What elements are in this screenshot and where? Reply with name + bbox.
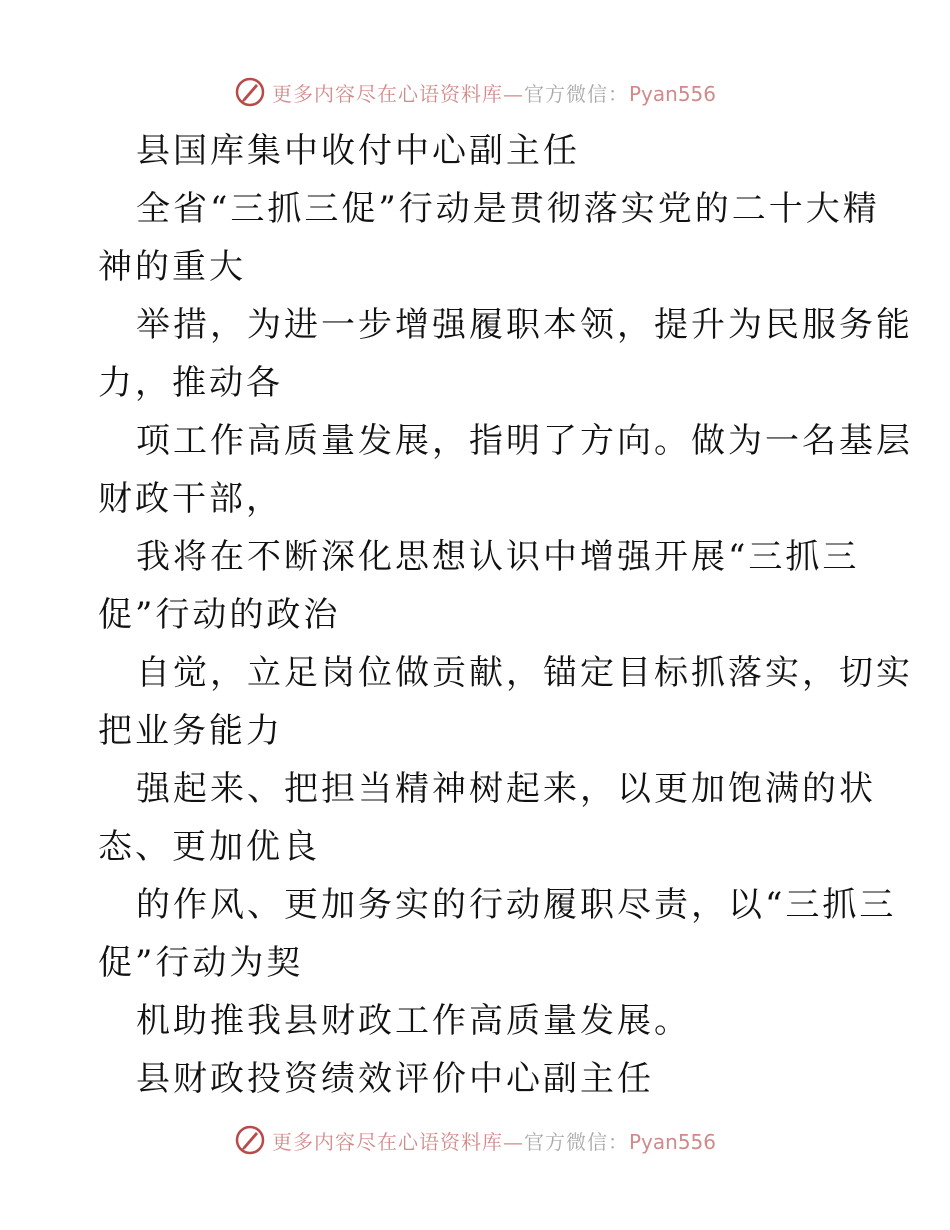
watermark-id: Pyan556	[628, 81, 716, 106]
footer-watermark	[0, 1120, 950, 1160]
document-body	[98, 122, 913, 1108]
watermark-main: 更多内容尽在心语资料库	[271, 81, 503, 106]
body-line: 力，推动各	[98, 363, 283, 403]
watermark-text	[272, 1126, 716, 1155]
watermark-id: Pyan556	[628, 1129, 716, 1154]
watermark-text	[272, 78, 716, 107]
watermark-dash: —	[502, 1129, 524, 1154]
body-line: 我将在不断深化思想认识中增强开展“三抓三	[136, 537, 860, 577]
body-line: 举措，为进一步增强履职本领，提升为民服务能	[136, 305, 913, 345]
body-line: 财政干部，	[98, 479, 283, 519]
body-line: 县国库集中收付中心副主任	[136, 131, 580, 171]
body-line: 促”行动为契	[98, 943, 304, 983]
body-line: 强起来、把担当精神树起来，以更加饱满的状	[136, 769, 876, 809]
watermark-dash: —	[502, 81, 524, 106]
watermark-inner	[234, 1124, 716, 1156]
watermark-label: 官方微信：	[523, 1129, 629, 1154]
quill-logo-icon	[234, 76, 266, 108]
watermark-inner	[234, 76, 716, 108]
body-line: 的作风、更加务实的行动履职尽责，以“三抓三	[136, 885, 897, 925]
body-line: 县财政投资绩效评价中心副主任	[136, 1059, 654, 1099]
body-line: 把业务能力	[98, 711, 283, 751]
body-line: 全省“三抓三促”行动是贯彻落实党的二十大精	[136, 189, 880, 229]
quill-logo-icon	[234, 1124, 266, 1156]
watermark-label: 官方微信：	[523, 81, 629, 106]
body-line: 态、更加优良	[98, 827, 320, 867]
body-line: 自觉，立足岗位做贡献，锚定目标抓落实，切实	[136, 653, 913, 693]
body-line: 机助推我县财政工作高质量发展。	[136, 1001, 691, 1041]
watermark-main: 更多内容尽在心语资料库	[271, 1129, 503, 1154]
body-line: 促”行动的政治	[98, 595, 341, 635]
body-line: 神的重大	[98, 247, 246, 287]
header-watermark	[0, 72, 950, 112]
body-line: 项工作高质量发展，指明了方向。做为一名基层	[136, 421, 913, 461]
